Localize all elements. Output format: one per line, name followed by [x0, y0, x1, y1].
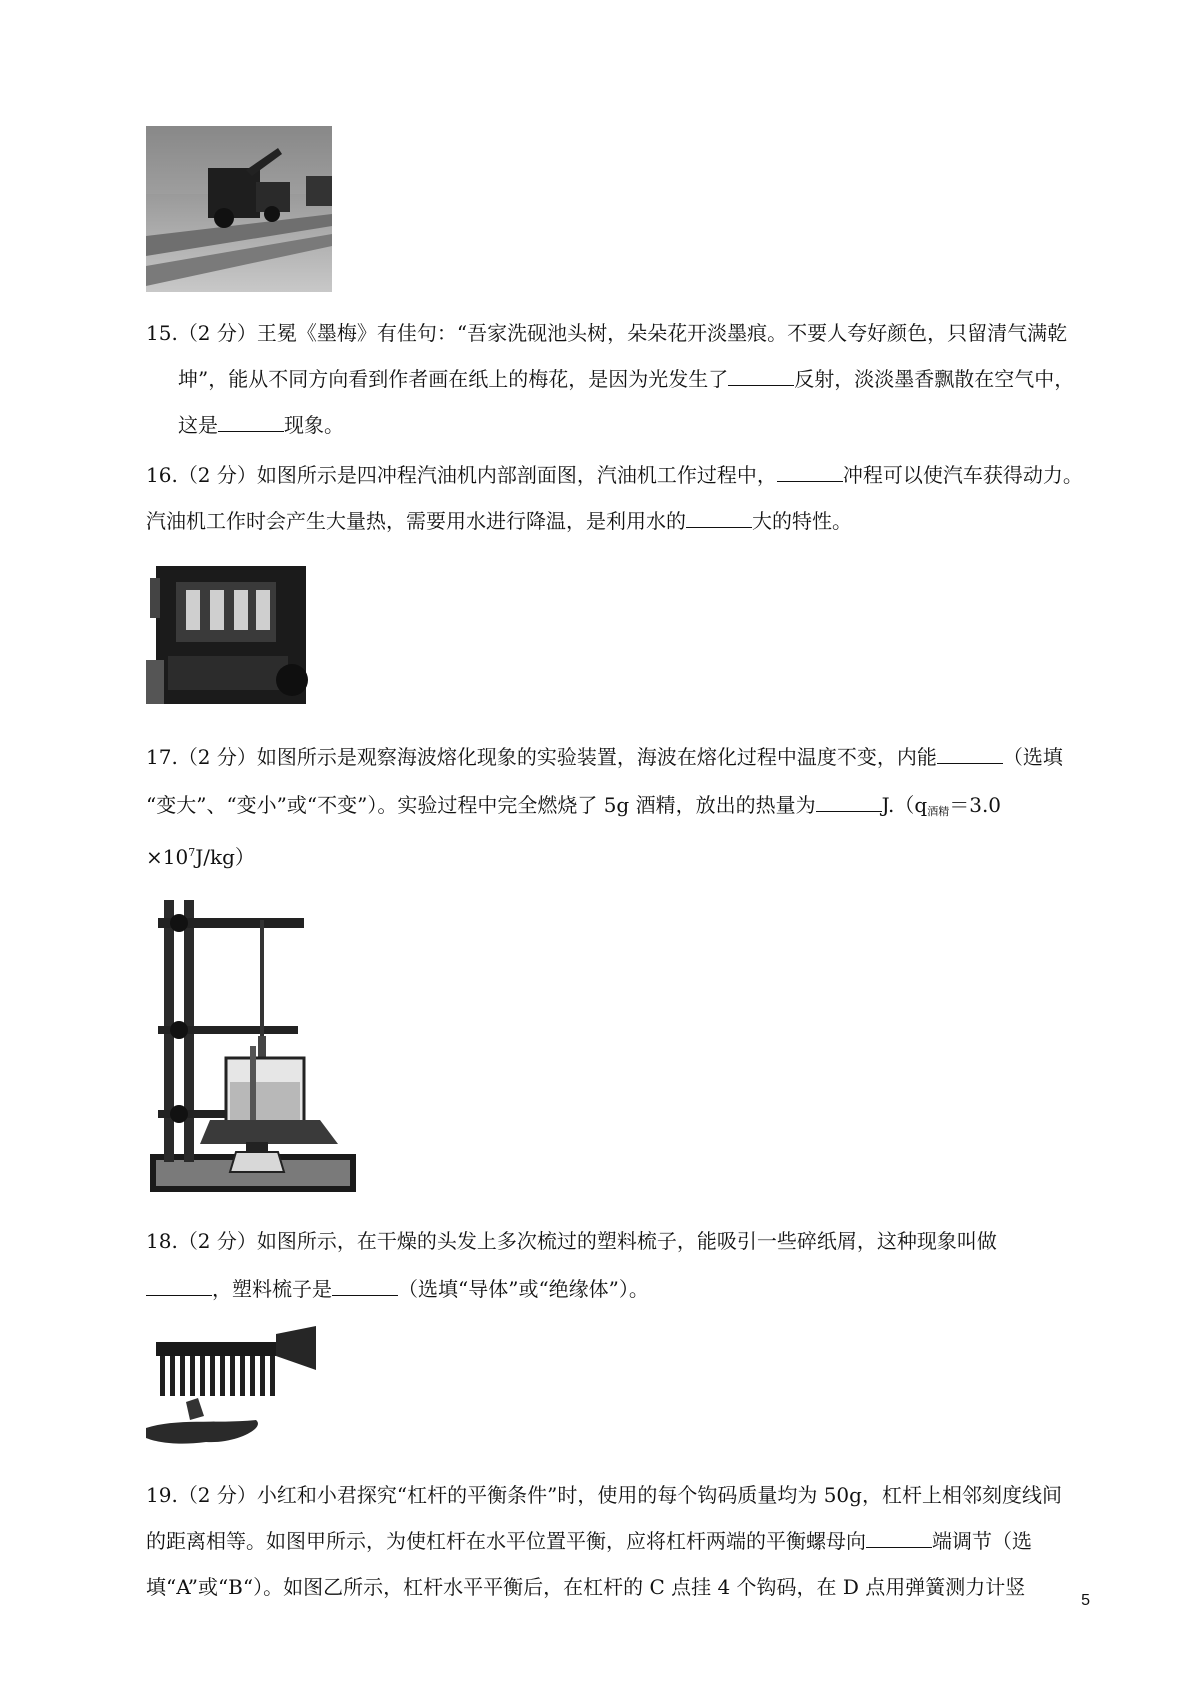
q18-number: 18. — [146, 1229, 178, 1253]
q15-number: 15. — [146, 321, 178, 345]
q17-text-1a: 如图所示是观察海波熔化现象的实验装置，海波在熔化过程中温度不变，内能 — [256, 745, 937, 769]
q17-blank-2[interactable] — [816, 793, 882, 812]
q17-score: （2 分） — [177, 745, 257, 769]
q15-text-2b: 反射，淡淡墨香飘散在空气中， — [794, 367, 1075, 391]
q19-score: （2 分） — [177, 1483, 257, 1507]
q15-score: （2 分） — [177, 321, 257, 345]
q16-text-2a: 汽油机工作时会产生大量热，需要用水进行降温，是利用水的 — [146, 509, 686, 533]
q16-text-1b: 冲程可以使汽车获得动力。 — [842, 463, 1083, 487]
q19-line-2 — [146, 1528, 1032, 1554]
q17-subscript-alcohol: 酒精 — [927, 805, 950, 818]
q18-text-2b: （选填“导体”或“绝缘体”）。 — [398, 1277, 649, 1301]
q17-line-1 — [146, 744, 1063, 770]
q16-line-2 — [146, 508, 852, 534]
q15-text-3a: 这是 — [178, 413, 218, 437]
q19-line-3 — [146, 1574, 1025, 1600]
q15-line-1 — [146, 320, 1067, 346]
q19-blank-1[interactable] — [866, 1529, 932, 1548]
q16-score: （2 分） — [177, 463, 257, 487]
q15-text-3b: 现象。 — [284, 413, 344, 437]
q17-blank-1[interactable] — [937, 745, 1003, 764]
q17-line-2 — [146, 792, 1001, 825]
q17-text-3a: ×10 — [146, 845, 189, 869]
q18-blank-2[interactable] — [332, 1277, 398, 1296]
q18-blank-1[interactable] — [146, 1277, 212, 1296]
q15-line-2 — [178, 366, 1074, 392]
q17-text-2b: J.（q — [881, 793, 928, 817]
q18-text-1: 如图所示，在干燥的头发上多次梳过的塑料梳子，能吸引一些碎纸屑，这种现象叫做 — [256, 1229, 997, 1253]
q16-text-2b: 大的特性。 — [752, 509, 852, 533]
q15-blank-1[interactable] — [728, 367, 794, 386]
q17-line-3 — [146, 840, 255, 870]
q17-superscript: 7 — [188, 846, 196, 859]
q16-number: 16. — [146, 463, 178, 487]
q19-text-3: 填“A”或“B“）。如图乙所示，杠杆水平平衡后，在杠杆的 C 点挂 4 个钩码，在 D 点用弹簧测力计竖 — [146, 1575, 1026, 1599]
q15-line-3 — [178, 412, 344, 438]
comb-attracting-paper-photo — [146, 1324, 316, 1454]
q18-text-2a: ，塑料梳子是 — [212, 1277, 332, 1301]
q17-text-2a: “变大”、“变小”或“不变”）。实验过程中完全燃烧了 5g 酒精，放出的热量为 — [146, 793, 816, 817]
q18-line-2 — [146, 1276, 649, 1302]
q16-blank-1[interactable] — [777, 463, 843, 482]
q19-text-2b: 端调节（选 — [932, 1529, 1032, 1553]
q16-text-1a: 如图所示是四冲程汽油机内部剖面图，汽油机工作过程中， — [256, 463, 777, 487]
engine-cutaway-photo — [146, 560, 316, 710]
q17-number: 17. — [146, 745, 178, 769]
q17-text-2c: ＝3.0 — [949, 793, 1002, 817]
q18-line-1 — [146, 1228, 997, 1254]
q17-text-3b: J/kg） — [195, 845, 255, 869]
q19-line-1 — [146, 1482, 1062, 1508]
q15-text-2a: 坤”，能从不同方向看到作者画在纸上的梅花，是因为光发生了 — [178, 367, 729, 391]
q16-line-1 — [146, 462, 1083, 488]
q15-text-1: 王冕《墨梅》有佳句：“吾家洗砚池头树，朵朵花开淡墨痕。不要人夸好颜色，只留清气满乾 — [256, 321, 1068, 345]
q16-blank-2[interactable] — [686, 509, 752, 528]
q15-blank-2[interactable] — [218, 413, 284, 432]
q17-text-1b: （选填 — [1002, 745, 1063, 769]
harvester-photo — [146, 126, 332, 292]
q19-number: 19. — [146, 1483, 178, 1507]
q18-score: （2 分） — [177, 1229, 257, 1253]
q19-text-2a: 的距离相等。如图甲所示，为使杠杆在水平位置平衡，应将杠杆两端的平衡螺母向 — [146, 1529, 866, 1553]
q19-text-1: 小红和小君探究“杠杆的平衡条件”时，使用的每个钩码质量均为 50g，杠杆上相邻刻度线间 — [256, 1483, 1062, 1507]
melting-experiment-apparatus — [150, 886, 360, 1200]
page-number: 5 — [1081, 1592, 1090, 1609]
